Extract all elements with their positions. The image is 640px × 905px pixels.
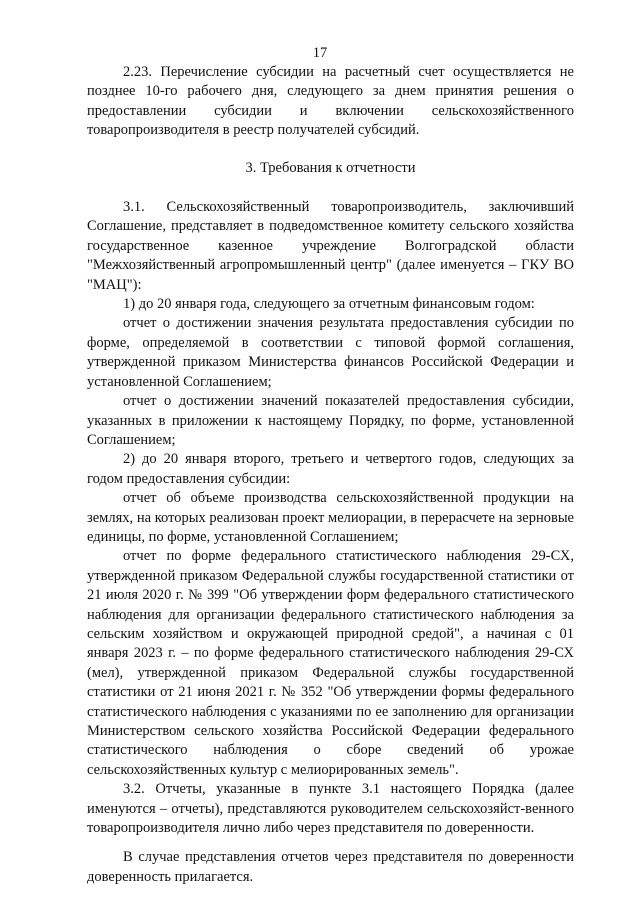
paragraph-item-2: 2) до 20 января второго, третьего и четвертого годов, следующих за годом предоставления субсидии: xyxy=(87,451,574,487)
paragraph-3-2: 3.2. Отчеты, указанные в пункте 3.1 настоящего Порядка (далее именуются – отчеты), представляются руководителем сельскохозяйст-венного товаропроизводителя лично либо через представителя по доверенности. xyxy=(87,781,574,837)
page-number: 17 xyxy=(312,45,328,61)
section-heading: 3. Требования к отчетности xyxy=(245,159,416,176)
document-body xyxy=(87,63,574,887)
paragraph-item-1-report-indicators: отчет о достижении значений показателей предоставления субсидии, указанных в приложении к настоящему Порядку, по форме, установленной Соглашением; xyxy=(87,393,574,448)
paragraph-item-1-report-result: отчет о достижении значения результата предоставления субсидии по форме, определяемой в соответствии с типовой формой соглашения, утвержденной приказом Министерства финансов Российской Федерации и установленной Соглашением; xyxy=(87,315,574,390)
paragraph-2-23: 2.23. Перечисление субсидии на расчетный счет осуществляется не позднее 10-го рабочего дня, следующего за днем принятия решения о предоставлении субсидии и включении сельскохозяйственного товаропроизводителя в реестр получателей субсидий. xyxy=(87,64,574,139)
paragraph-power-of-attorney: В случае представления отчетов через представителя по доверенности доверенность прилагается. xyxy=(87,849,574,885)
paragraph-3-1: 3.1. Сельскохозяйственный товаропроизводитель, заключивший Соглашение, представляет в подведомственное комитету сельского хозяйства государственное казенное учреждение Волгоградской области "Межхозяйственный агропромышленный центр" (далее именуется – ГКУ ВО "МАЦ"): xyxy=(87,199,574,293)
paragraph-item-2-report-production: отчет об объеме производства сельскохозяйственной продукции на землях, на которых реализован проект мелиорации, в перерасчете на зерновые единицы, по форме, установленной Соглашением; xyxy=(87,490,574,545)
paragraph-item-1: 1) до 20 января года, следующего за отчетным финансовым годом: xyxy=(123,296,535,313)
paragraph-item-2-report-statistics: отчет по форме федерального статистического наблюдения 29-СХ, утвержденной приказом Федеральной службы государственной статистики от 21 июля 2020 г. № 399 "Об утверждении форм федерального статистического наблюдения для организации федерального статистического наблюдения за сельским хозяйством и окружающей природной средой", а начиная с 01 января 2023 г. – по форме федерального статистического наблюдения 29-СХ (мел), утвержденной приказом Федеральной службы государственной статистики от 21 июня 2021 г. № 352 "Об утверждении формы федерального статистического наблюдения с указаниями по ее заполнению для организации Министерством сельского хозяйства Российской Федерации федерального статистического наблюдения о сборе сведений об урожае сельскохозяйственных культур с мелиорированных земель". xyxy=(87,548,574,778)
